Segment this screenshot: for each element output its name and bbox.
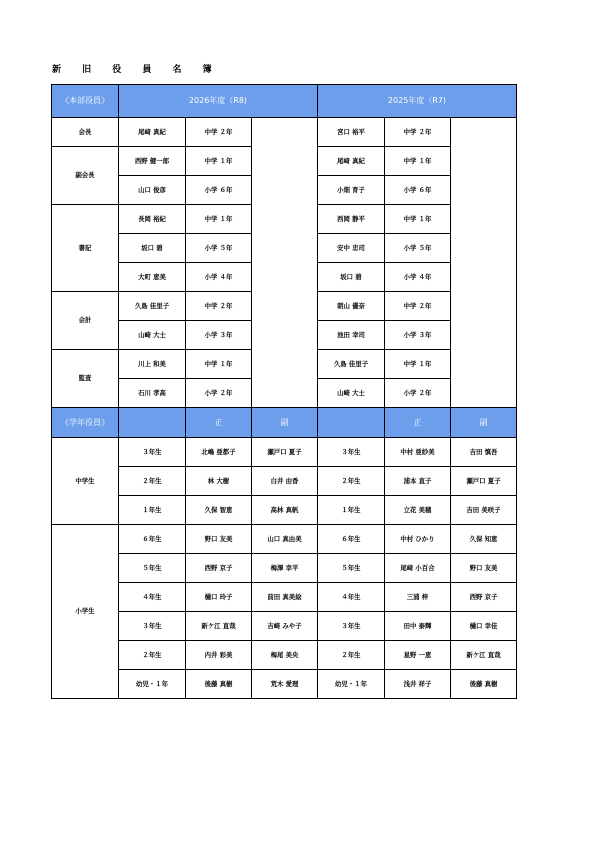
old-grade-label: ３年生 [318, 612, 385, 641]
old-sei-name: 星野 一恵 [385, 641, 451, 670]
grade-officer-row [52, 612, 517, 641]
new-officer-name: 大町 恵美 [119, 263, 186, 292]
old-officer-grade: 中学 １年 [385, 350, 451, 379]
new-sei-name: 樋口 玲子 [186, 583, 252, 612]
new-officer-name: 尾﨑 真紀 [119, 118, 186, 147]
old-sei-name: 尾﨑 小百合 [385, 554, 451, 583]
new-officer-grade: 中学 ２年 [186, 118, 252, 147]
old-sei-name: 立花 美穂 [385, 496, 451, 525]
new-officer-grade: 小学 ６年 [186, 176, 252, 205]
grade-officer-row [52, 554, 517, 583]
section-label-main: 《本部役員》 [52, 85, 119, 118]
old-grade-label: ２年生 [318, 467, 385, 496]
fuku-header-old: 副 [451, 408, 517, 438]
role-label: 書記 [52, 205, 119, 292]
old-officer-grade: 小学 ５年 [385, 234, 451, 263]
old-officer-name: 池田 幸司 [318, 321, 385, 350]
page-title: 新 旧 役 員 名 簿 [52, 65, 221, 75]
new-fuku-name: 前田 真美絵 [252, 583, 318, 612]
old-fuku-name: 新ケ江 直哉 [451, 641, 517, 670]
old-grade-label: １年生 [318, 496, 385, 525]
new-sei-name: 野口 友美 [186, 525, 252, 554]
main-officer-row [52, 118, 517, 147]
old-grade-label: ２年生 [318, 641, 385, 670]
blank-header-cell [318, 408, 385, 438]
new-officer-grade: 中学 １年 [186, 350, 252, 379]
old-sei-name: 浅井 祥子 [385, 670, 451, 699]
blank-header-cell [119, 408, 186, 438]
old-officer-grade: 小学 ４年 [385, 263, 451, 292]
old-officer-name: 尾﨑 真紀 [318, 147, 385, 176]
new-officer-name: 久島 佳里子 [119, 292, 186, 321]
blank-cell [252, 118, 318, 408]
new-sei-name: 林 大樹 [186, 467, 252, 496]
old-fuku-name: 吉田 慎吾 [451, 438, 517, 467]
old-fuku-name: 樋口 幸佳 [451, 612, 517, 641]
section-label-grade: 《学年役員》 [52, 408, 119, 438]
group-label-junior: 中学生 [52, 438, 119, 525]
old-fuku-name: 吉田 美咲子 [451, 496, 517, 525]
old-fuku-name: 久保 知恵 [451, 525, 517, 554]
new-officer-grade: 小学 ２年 [186, 379, 252, 408]
grade-officer-row [52, 496, 517, 525]
old-officer-name: 坂口 碧 [318, 263, 385, 292]
role-label: 監査 [52, 350, 119, 408]
new-grade-label: ６年生 [119, 525, 186, 554]
new-grade-label: ５年生 [119, 554, 186, 583]
new-grade-label: ２年生 [119, 641, 186, 670]
new-fuku-name: 吉崎 みや子 [252, 612, 318, 641]
old-officer-grade: 中学 ２年 [385, 292, 451, 321]
old-grade-label: ６年生 [318, 525, 385, 554]
old-sei-name: 中村 亜紗美 [385, 438, 451, 467]
role-label: 副会長 [52, 147, 119, 205]
new-officer-grade: 小学 ５年 [186, 234, 252, 263]
new-officer-grade: 小学 ４年 [186, 263, 252, 292]
old-grade-label: ３年生 [318, 438, 385, 467]
new-fuku-name: 梅澤 幸平 [252, 554, 318, 583]
old-officer-name: 久島 佳里子 [318, 350, 385, 379]
old-grade-label: ５年生 [318, 554, 385, 583]
grade-header-row [52, 408, 517, 438]
new-officer-name: 山崎 大士 [119, 321, 186, 350]
old-officer-grade: 小学 ６年 [385, 176, 451, 205]
grade-officer-row [52, 525, 517, 554]
old-officer-grade: 中学 １年 [385, 205, 451, 234]
new-grade-label: ３年生 [119, 612, 186, 641]
new-officer-name: 長岡 裕紀 [119, 205, 186, 234]
new-officer-name: 西野 健一郎 [119, 147, 186, 176]
old-officer-name: 小畑 育子 [318, 176, 385, 205]
old-grade-label: 幼児・１年 [318, 670, 385, 699]
new-sei-name: 久保 智恵 [186, 496, 252, 525]
new-officer-name: 石川 孝高 [119, 379, 186, 408]
new-grade-label: 幼児・１年 [119, 670, 186, 699]
grade-officer-row [52, 438, 517, 467]
new-officer-grade: 小学 ３年 [186, 321, 252, 350]
new-grade-label: １年生 [119, 496, 186, 525]
new-grade-label: ４年生 [119, 583, 186, 612]
new-sei-name: 後藤 真樹 [186, 670, 252, 699]
year-old-header: 2025年度（R7) [318, 85, 517, 118]
grade-officer-row [52, 670, 517, 699]
new-fuku-name: 白井 由香 [252, 467, 318, 496]
old-officer-name: 安中 忠司 [318, 234, 385, 263]
sei-header-old: 正 [385, 408, 451, 438]
role-label: 会長 [52, 118, 119, 147]
new-officer-name: 川上 和美 [119, 350, 186, 379]
old-officer-name: 西岡 静平 [318, 205, 385, 234]
old-officer-grade: 中学 １年 [385, 147, 451, 176]
new-officer-grade: 中学 １年 [186, 205, 252, 234]
new-sei-name: 内井 彩美 [186, 641, 252, 670]
new-fuku-name: 瀬戸口 夏子 [252, 438, 318, 467]
old-sei-name: 田中 泰輝 [385, 612, 451, 641]
main-header-row [52, 85, 517, 118]
old-officer-name: 山崎 大士 [318, 379, 385, 408]
new-officer-name: 山口 俊彦 [119, 176, 186, 205]
fuku-header-new: 副 [252, 408, 318, 438]
new-officer-grade: 中学 ２年 [186, 292, 252, 321]
new-fuku-name: 梅尾 美央 [252, 641, 318, 670]
new-grade-label: ３年生 [119, 438, 186, 467]
grade-officer-row [52, 467, 517, 496]
new-sei-name: 西野 京子 [186, 554, 252, 583]
blank-cell [451, 118, 517, 408]
sei-header-new: 正 [186, 408, 252, 438]
old-sei-name: 中村 ひかり [385, 525, 451, 554]
year-new-header: 2026年度（R8) [119, 85, 318, 118]
old-officer-grade: 小学 ３年 [385, 321, 451, 350]
old-officer-name: 宮口 裕平 [318, 118, 385, 147]
old-officer-name: 朝山 優奈 [318, 292, 385, 321]
old-fuku-name: 野口 友美 [451, 554, 517, 583]
role-label: 会計 [52, 292, 119, 350]
old-fuku-name: 後藤 真樹 [451, 670, 517, 699]
old-sei-name: 浦本 直子 [385, 467, 451, 496]
new-sei-name: 新ケ江 直哉 [186, 612, 252, 641]
old-sei-name: 三浦 梓 [385, 583, 451, 612]
new-grade-label: ２年生 [119, 467, 186, 496]
old-officer-grade: 中学 ２年 [385, 118, 451, 147]
new-fuku-name: 山口 真由美 [252, 525, 318, 554]
new-officer-grade: 中学 １年 [186, 147, 252, 176]
new-fuku-name: 荒木 愛理 [252, 670, 318, 699]
old-fuku-name: 西野 京子 [451, 583, 517, 612]
old-grade-label: ４年生 [318, 583, 385, 612]
officer-roster-table [51, 84, 517, 699]
new-fuku-name: 高林 真帆 [252, 496, 318, 525]
grade-officer-row [52, 583, 517, 612]
new-sei-name: 北嶋 亜都子 [186, 438, 252, 467]
old-fuku-name: 瀬戸口 夏子 [451, 467, 517, 496]
grade-officer-row [52, 641, 517, 670]
old-officer-grade: 小学 ２年 [385, 379, 451, 408]
group-label-elementary: 小学生 [52, 525, 119, 699]
new-officer-name: 坂口 碧 [119, 234, 186, 263]
